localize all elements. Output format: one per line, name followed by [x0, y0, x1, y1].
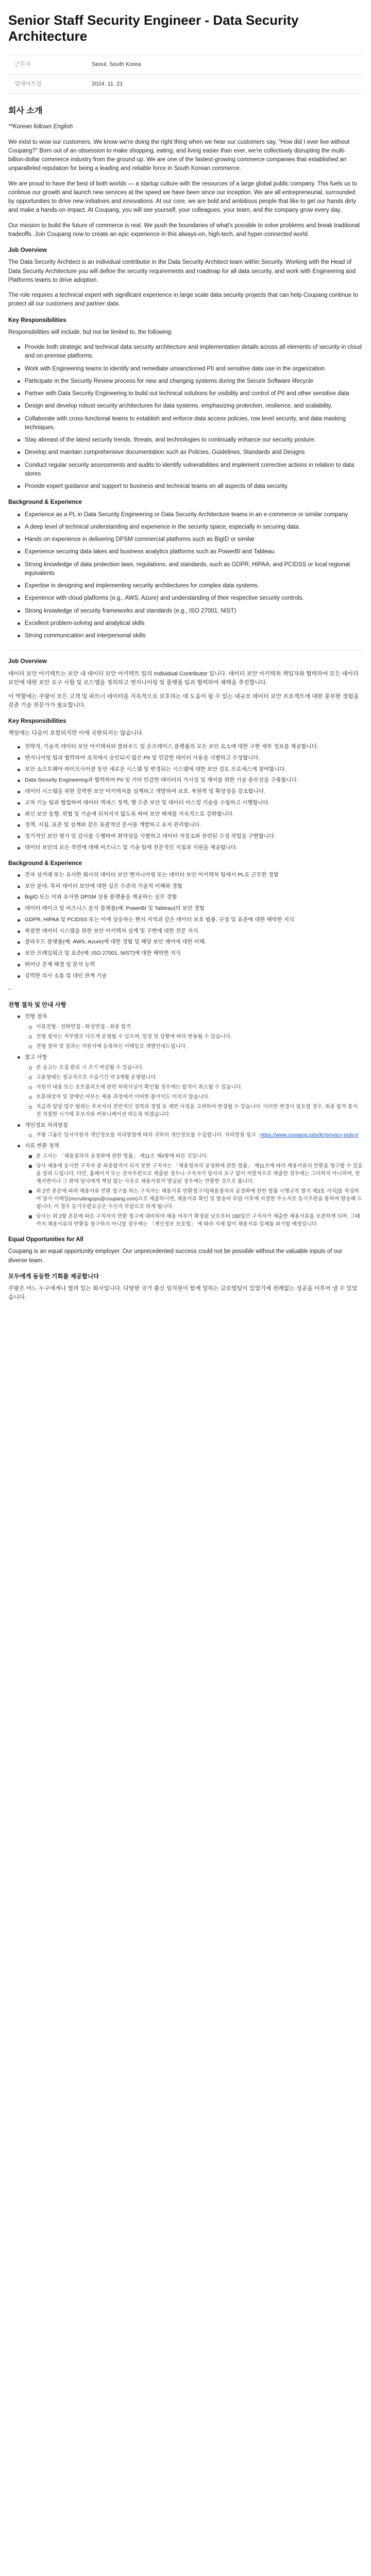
job-meta-table [8, 55, 363, 94]
list-item: GDPR, HIPAA 및 PCIDSS 또는 이에 상응하는 현지 지역과 같은 데이터 보호 법률, 규정 및 표준에 대한 해박한 지식 [8, 916, 363, 924]
list-item: Stay abreast of the latest security trends, threats, and technologies to continually enhance our security posture. [8, 436, 363, 445]
meta-row-location [8, 55, 363, 75]
intro-paragraph: We exist to wow our customers. We know we're doing the right thing when we hear our customers say, "How did I ever live without Coupang?" Born out of an obsession to make shopping, eating, and living easier than ever, we're collectively disrupting the multi-billion-dollar commerce industry from the ground up. We are one of the fastest-growing commerce companies that established an unparalleled reputation for being a leading and reliable force in South Korean commerce. [8, 139, 350, 172]
list-item: 엔지니어링 팀과 협력하여 조직에서 승인되지 않은 PII 및 민감한 데이터 사용을 식별하고 수정합니다. [8, 754, 363, 762]
list-item: Partner with Data Security Engineering to build out technical solutions for visibility and control of PII and other sensitive data [8, 389, 363, 398]
separator-text: -- [8, 986, 12, 993]
ko-overview-paragraph: 데이터 보안 아키텍트는 보안 내 데이터 보안 아키텍트 팀의 Individual Contributor 입니다. 데이터 보안 아키텍처 책임자와 협력하여 모든 데이터 보안에 대한 보안 요구 사항 및 로드맵을 정의하고 엔지니어링 및 플랫폼 팀과 협력하여 채택을 추진합니다. [8, 670, 359, 686]
process-subitem: 직급과 담당 업무 범위는 후보자의 전반적인 경력과 경험 등 제반 사정을 고려하여 변경될 수 있습니다. 이러한 변경이 필요할 경우, 최종 합격 통지 전 적절한 시기에 후보자와 커뮤니케이션 하도록 하겠습니다. [25, 1103, 363, 1118]
ko-job-overview-heading: Job Overview [8, 658, 47, 665]
list-item: 전자 상거래 또는 유사한 회사의 데이터 보안 엔지니어링 또는 데이터 보안 아키텍처 팀에서 PL로 근무한 경험 [8, 871, 363, 879]
process-step-label: 서류 반환 정책 [25, 1143, 59, 1149]
ko-responsibilities-heading: Key Responsibilities [8, 718, 66, 724]
ko-responsibilities-intro: 책임에는 다음이 포함되지만 이에 국한되지는 않습니다. [8, 730, 144, 737]
list-item: Conduct regular security assessments and audits to identify vulnerabilities and implement corrective actions in relation to data stores [8, 461, 363, 479]
responsibilities-heading: Key Responsibilities [8, 317, 66, 324]
process-sublist [25, 1064, 363, 1118]
list-item: 뛰어난 문제 해결 및 분석 능력 [8, 961, 363, 969]
list-item: Experience securing data lakes and business analytics platforms such as PowerBI and Tableau [8, 548, 363, 556]
list-item: 복잡한 데이터 시스템을 위한 보안 아키텍처 설계 및 구현에 대한 전문 지식. [8, 927, 363, 936]
overview-paragraph: The Data Security Architect is an individual contributor in the Data Security Architect team within Security. Working with the Head of Data Security Architecture you will define the security requirements and roadmap for all data security, and work with Engineering and Platforms teams to drive adoption. [8, 259, 356, 283]
process-sublist [25, 1153, 363, 1228]
meta-row-updated [8, 74, 363, 94]
page-title: Senior Staff Security Engineer - Data Security Architecture [8, 12, 299, 44]
process-subitem: 전형 절차는 직무별로 다르게 운영될 수 있으며, 일정 및 상황에 따라 변동될 수 있습니다. [25, 1033, 363, 1041]
process-subitem: 서류전형 - 전화면접 - 화상면접 - 최종 합격 [25, 1023, 363, 1031]
list-item: 정기적인 보안 평가 및 감사를 수행하여 취약성을 식별하고 데이터 저장소와 관련된 수정 작업을 구현합니다. [8, 833, 363, 841]
privacy-policy-link[interactable]: https://www.coupang.jobs/kr/privacy-policy/ [260, 1132, 359, 1139]
privacy-text: 쿠팡 그룹은 입사지원자 개인정보를 처리방침에 따라 귀하의 개인정보를 수집합니다. 처리방침 링크 : [36, 1132, 260, 1139]
meta-key: 업데이트일 [8, 74, 86, 94]
ko-responsibilities-list [8, 743, 363, 852]
ko-background-heading: Background & Experience [8, 860, 82, 867]
ko-eeo-heading: 모두에게 동등한 기회를 제공합니다 [8, 1273, 99, 1280]
english-note: **Korean follows English [8, 124, 73, 130]
responsibilities-list [8, 343, 363, 491]
list-item: Develop and maintain comprehensive documentation such as Policies, Guidelines, Standards and Designs [8, 448, 363, 457]
eeo-text: Coupang is an equal opportunity employer. Our unprecedented success could not be possible without the valuable inputs of our diverse team. [8, 1248, 343, 1264]
process-step [8, 1142, 363, 1228]
meta-value: 2024. 11. 21 [86, 74, 363, 94]
intro-paragraph: Our mission to build the future of commerce is real. We push the boundaries of what's possible to solve problems and break traditional tradeoffs. Join Coupang now to create an epic experience in this always-on, high-tech, and hyper-connected world. [8, 222, 360, 238]
list-item: 교차 기능 팀과 협업하여 데이터 액세스 정책, 행 수준 보안 및 데이터 마스킹 기술을 수립하고 시행합니다. [8, 799, 363, 807]
process-step [8, 1122, 363, 1140]
overview-paragraph: The role requires a technical expert with significant experience in large scale data security projects that can help Coupang continue to protect all our customers and partner data. [8, 292, 358, 308]
list-item: 데이터 레이크 및 비즈니스 분석 플랫폼(예: PowerBI 및 Tableau)의 보안 경험 [8, 905, 363, 913]
list-item: Provide expert guidance and support to business and technical teams on all aspects of data security. [8, 482, 363, 491]
process-subitem: 본 공고는 모집 완료 시 조기 마감될 수 있습니다. [25, 1064, 363, 1072]
process-subitem [25, 1131, 363, 1139]
list-item: Strong communication and interpersonal skills [8, 632, 363, 640]
intro-paragraph: We are proud to have the best of both worlds — a startup culture with the resources of a large global public company. This fuels us to continue our growth and launch new services at the speed we have been since our inception. We are all entrepreneurial, surrounded by opportunities to drive new initiatives and innovations. At our core, we are bold and ambitious people that like to get our hands dirty and make a hands-on impact. At Coupang, you will see yourself, your colleagues, your team, and the company grow every day. [8, 180, 357, 214]
list-item: Provide both strategic and technical data security architecture and implementation details across all elements of security in cloud and on-premise platforms. [8, 343, 363, 361]
list-item: Expertise in designing and implementing security architectures for complex data systems. [8, 582, 363, 590]
process-subitem: 보훈대상자 및 장애인 여부는 채용 과정에서 어떠한 불이익도 미치지 않습니다. [25, 1093, 363, 1101]
list-item: Strong knowledge of data protection laws, regulations, and standards, such as GDPR, HIPAA, and PCIDSS or local regional equivalents [8, 561, 363, 579]
process-list [8, 1013, 363, 1228]
list-item: A deep level of technical understanding and experience in the security space, especially in securing data. [8, 523, 363, 532]
list-item: BigID 또는 이와 유사한 DPSM 상용 플랫폼을 제공하는 실무 경험 [8, 893, 363, 902]
background-heading: Background & Experience [8, 499, 82, 506]
list-item: Experience as a PL in Data Security Engineering or Data Security Architecture teams in an e-commerce or similar company [8, 511, 363, 519]
list-item: Work with Engineering teams to identify and remediate unsanctioned PII and sensitive data use in the organization [8, 365, 363, 374]
process-step-label: 개인정보 처리방침 [25, 1122, 69, 1128]
list-item: Design and develop robust security architectures for data systems, emphasizing protection, resilience, and scalability. [8, 402, 363, 411]
process-step-label: 전형 절차 [25, 1013, 47, 1020]
process-subitem: 본 고지는 「채용절차의 공정화에 관한 법률」 제11조 제6항에 따른 것입니다. [25, 1153, 363, 1160]
ko-overview-paragraph: 이 역할에는 쿠팡이 모든 고객 및 파트너 데이터를 지속적으로 보호하는 데 도움이 될 수 있는 대규모 데이터 보안 프로젝트에 대한 풍부한 경험을 갖춘 기술 전문가가 필요합니다. [8, 693, 359, 708]
list-item: Hands on experience in delivering DPSM commercial platforms such as BigID or similar [8, 535, 363, 544]
list-item: Collaborate with cross-functional teams to establish and enforce data access policies, row level security, and data masking techniques. [8, 415, 363, 433]
process-subitem: 위 2번 본문에 따라 채용서류 반환 청구를 하는 구직자는 채용서류 반환청구서[채용절차의 공정화에 관한 법률 시행규칙 별지 제3호 서식]를 작성하여 당사 이메일(recruitingops@coupang.com)으로 제출하시면, 채용서류 확인 및 발송비 부담 이후에 지정한 주소지로 등기우편을 통하여 발송해 드립니다. 이 경우 등기우편요금은 수신자 부담으로 하게 됩니다. [25, 1188, 363, 1211]
list-item: 데이터 시스템을 위한 강력한 보안 아키텍처를 설계하고 개발하여 보호, 복원력 및 확장성을 강조합니다. [8, 788, 363, 796]
list-item: 클라우드 플랫폼(예: AWS, Azure)에 대한 경험 및 해당 보안 제어에 대한 이해. [8, 938, 363, 946]
process-step-label: 참고 사항 [25, 1054, 47, 1060]
list-item: 최신 보안 동향, 위협 및 기술에 뒤처지지 않도록 하여 보안 태세를 지속적으로 강화합니다. [8, 810, 363, 819]
list-item: 전략적, 기술적 데이터 보안 아키텍처와 클라우드 및 온프레미스 플랫폼의 모든 보안 요소에 대한 구현 세부 정보를 제공합니다. [8, 743, 363, 751]
eeo-heading: Equal Opportunities for All [8, 1236, 83, 1243]
process-heading: 전형 절차 및 안내 사항 [8, 1002, 66, 1008]
process-step [8, 1054, 363, 1118]
process-subitem: 지원서 내용 또는 포트폴리오에 관련 허위사실이 확인될 경우에는 합격이 취소될 수 있습니다. [25, 1083, 363, 1091]
process-subitem: 당사 채용에 응시한 구직자 중 최종합격이 되지 못한 구직자는 「채용절차의 공정화에 관한 법률」 제11조에 따라 채용서류의 반환을 청구할 수 있음을 알려 드립니다. 다만, 홈페이지 또는 전자우편으로 제출된 경우나 구직자가 당사의 요구 없이 자발적으로 제출한 경우에는 그러하지 아니하며, 천재지변이나 그 밖에 당사에게 책임 없는 사유로 채용서류가 멸실된 경우에는 반환한 것으로 봅니다. [25, 1162, 363, 1185]
meta-value: Seoul, South Korea [86, 55, 363, 75]
list-item: 정책, 지침, 표준 및 설계와 같은 포괄적인 문서를 개발하고 유지 관리합니다. [8, 821, 363, 829]
job-overview-heading: Job Overview [8, 247, 47, 254]
section-heading-company: 회사 소개 [8, 107, 43, 116]
meta-key: 근무지 [8, 55, 86, 75]
list-item: Data Security Engineering과 협력하여 PII 및 기타 민감한 데이터의 가시성 및 제어를 위한 기술 솔루션을 구축합니다. [8, 776, 363, 785]
list-item: Strong knowledge of security frameworks and standards (e.g., ISO 27001, NIST) [8, 607, 363, 616]
process-subitem: 당사는 위 2항 본문에 따른 구직자의 반환 청구에 대비하여 채용 여부가 확정된 날로부터 180일간 구직자가 제출한 채용서류를 보관하게 되며, 그때까지 채용서류의 반환을 청구하지 아니할 경우에는 「개인정보 보호법」 에 따라 지체 없이 채용서류 일체를 파기할 예정입니다. [25, 1213, 363, 1228]
list-item: 보안 프레임워크 및 표준(예: ISO 27001, NIST)에 대한 해박한 지식 [8, 950, 363, 958]
responsibilities-intro: Responsibilities will include, but not be limited to, the following: [8, 329, 173, 335]
list-item: 보안 분야, 특히 데이터 보안에 대한 깊은 수준의 기술적 이해와 경험 [8, 883, 363, 891]
process-subitem: 고용형태는 정규직으로 수습기간 약 3개월 운영합니다. [25, 1074, 363, 1081]
list-item: Excellent problem-solving and analytical skills [8, 619, 363, 628]
process-sublist [25, 1023, 363, 1050]
list-item: 데이터 보안의 모든 측면에 대해 비즈니스 및 기술 팀에 전문적인 지침과 지원을 제공합니다. [8, 844, 363, 852]
list-item: 강력한 의사 소통 및 대인 관계 기술 [8, 972, 363, 980]
ko-eeo-text: 쿠팡은 어느 누구에게나 열려 있는 회사입니다. 다양한 국가 출신 임직원이 함께 일하는 글로벌팀이 있었기에 전례없는 성공을 이루어 낼 수 있었습니다. [8, 1285, 358, 1301]
list-item: Participate in the Security Review process for new and changing systems during the Secure Software lifecycle [8, 377, 363, 386]
list-item: 보안 소프트웨어 라이프사이클 동안 새로운 시스템 및 변경되는 시스템에 대한 보안 검토 프로세스에 참여합니다. [8, 766, 363, 774]
process-step [8, 1013, 363, 1050]
list-item: Experience with cloud platforms (e.g., AWS, Azure) and understanding of their respective security controls. [8, 594, 363, 603]
ko-background-list [8, 871, 363, 980]
process-subitem: 전형 절차 및 결과는 지원서에 등록하신 이메일로 개별안내드립니다. [25, 1043, 363, 1050]
process-sublist [25, 1131, 363, 1139]
background-list [8, 511, 363, 641]
